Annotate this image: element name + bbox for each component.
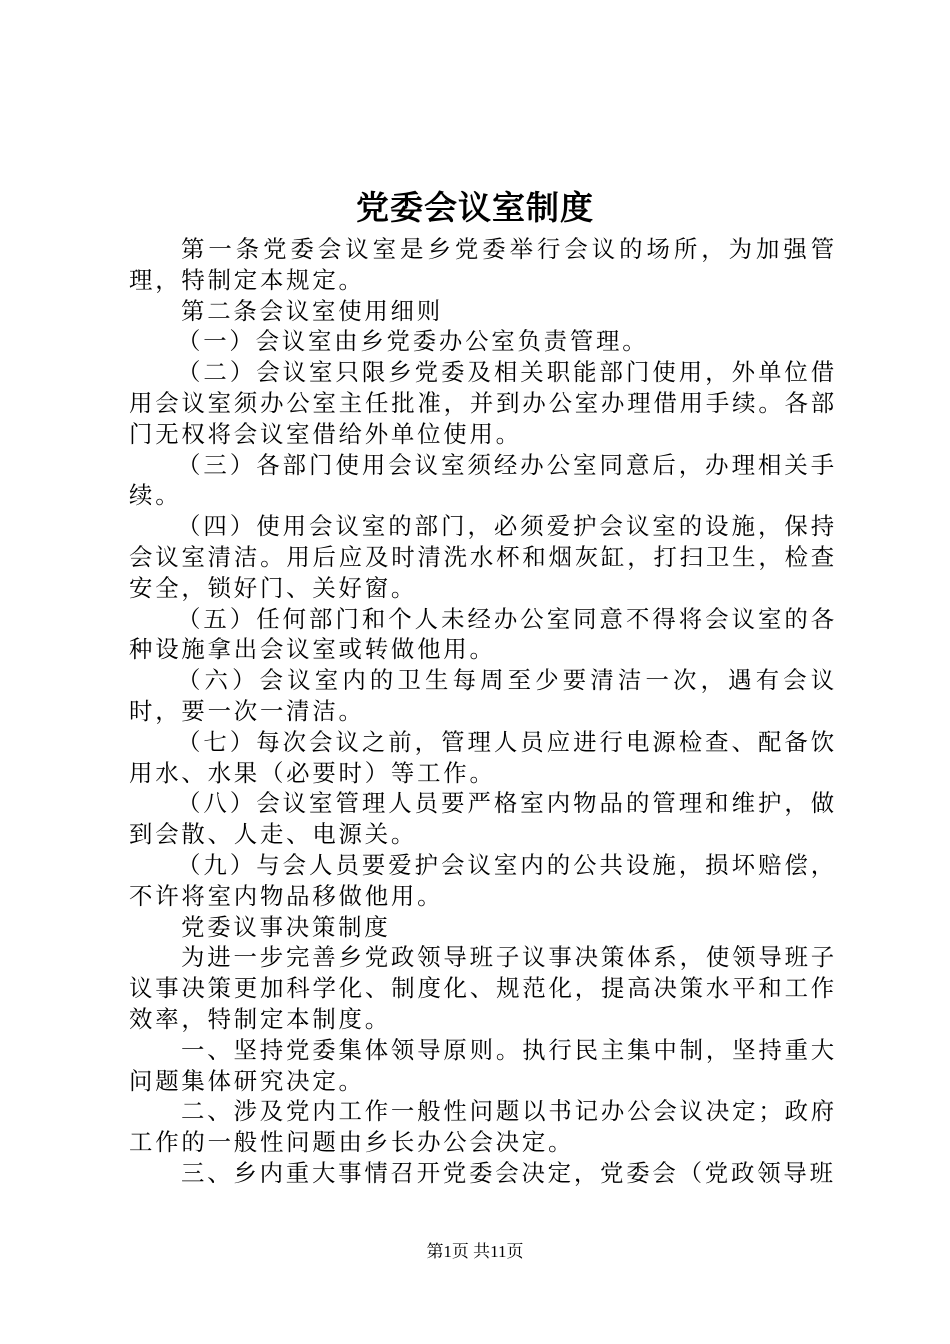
paragraph-item-1: （一）会议室由乡党委办公室负责管理。 — [177, 327, 649, 356]
paragraph-article-2: 第二条会议室使用细则 — [181, 296, 443, 325]
paragraph-point-3: 三、乡内重大事情召开党委会决定，党委会（党政领导班 — [181, 1158, 836, 1187]
paragraph-point-1: 一、坚持党委集体领导原则。执行民主集中制，坚持重大问题集体研究决定。 — [129, 1035, 837, 1095]
paragraph-intro: 为进一步完善乡党政领导班子议事决策体系，使领导班子议事决策更加科学化、制度化、规范化，提高决策水平和工作效率，特制定本制度。 — [129, 943, 837, 1033]
paragraph-item-5: （五）任何部门和个人未经办公室同意不得将会议室的各种设施拿出会议室或转做他用。 — [129, 604, 837, 664]
paragraph-item-6: （六）会议室内的卫生每周至少要清洁一次，遇有会议时，要一次一清洁。 — [129, 666, 837, 725]
paragraph-item-3: （三）各部门使用会议室须经办公室同意后，办理相关手续。 — [129, 450, 837, 510]
document-body — [129, 234, 837, 1189]
paragraph-item-4: （四）使用会议室的部门，必须爱护会议室的设施，保持会议室清洁。用后应及时清洗水杯和烟灰缸，打扫卫生，检查安全，锁好门、关好窗。 — [129, 512, 837, 602]
document-title: 党委会议室制度 — [356, 188, 594, 227]
section-heading: 党委议事决策制度 — [181, 912, 391, 941]
paragraph-item-7: （七）每次会议之前，管理人员应进行电源检查、配备饮用水、水果（必要时）等工作。 — [129, 727, 837, 787]
paragraph-article-1: 第一条党委会议室是乡党委举行会议的场所，为加强管理，特制定本规定。 — [129, 235, 837, 294]
page-number: 第1页 共11页 — [426, 1242, 524, 1261]
paragraph-item-9: （九）与会人员要爱护会议室内的公共设施，损坏赔偿，不许将室内物品移做他用。 — [129, 850, 837, 910]
paragraph-item-8: （八）会议室管理人员要严格室内物品的管理和维护，做到会散、人走、电源关。 — [129, 789, 837, 849]
paragraph-item-2: （二）会议室只限乡党委及相关职能部门使用，外单位借用会议室须办公室主任批准，并到办公室办理借用手续。各部门无权将会议室借给外单位使用。 — [129, 358, 837, 448]
paragraph-point-2: 二、涉及党内工作一般性问题以书记办公会议决定；政府工作的一般性问题由乡长办公会决定。 — [129, 1097, 837, 1157]
